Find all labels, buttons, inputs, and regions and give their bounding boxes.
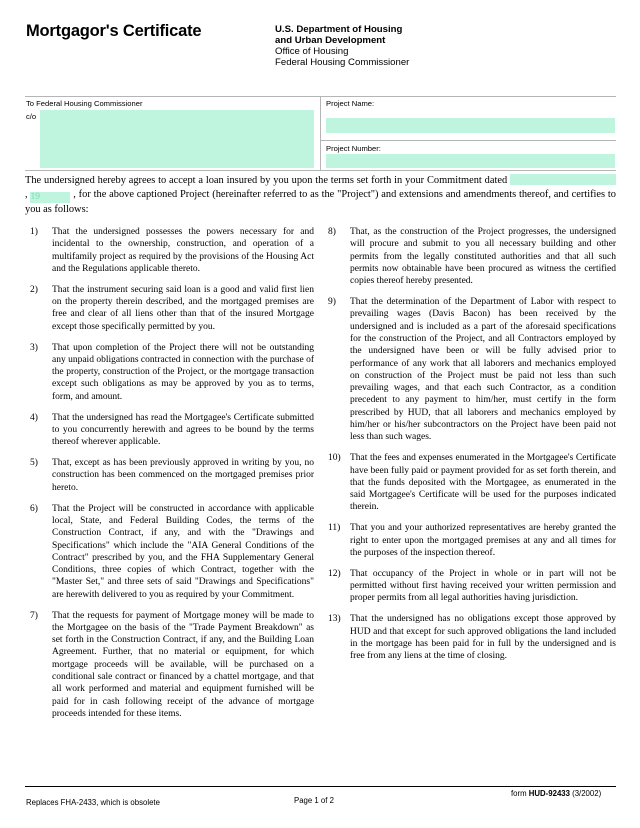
page-indicator — [294, 796, 334, 805]
item-text: That the undersigned has read the Mortgagee's Certificate submitted to you concurrently herewith and agrees to be bound by the terms thereof wherever applicable. — [52, 412, 314, 448]
certification-item — [328, 568, 616, 605]
item-number: 4) — [30, 412, 38, 423]
certification-item — [328, 296, 616, 444]
page-label: Page — [294, 796, 313, 805]
form-date: (3/2002) — [572, 789, 602, 798]
item-text: That the Project will be constructed in accordance with applicable local, State, and Federal Building Codes, the terms of the Construction Contract, if any, and with the "Drawings and Specifications" which include the "AIA General Conditions of the Contract" prescribed by you, and the FHA Supplementary General Conditions, three copies of which Contract, together with the "Master Set," and three sets of said "Drawings and Specifications" are herewith delivered to you as required by your Commitment. — [52, 503, 314, 600]
agency-line-2: and Urban Development — [275, 35, 386, 46]
item-number: 12) — [328, 568, 341, 579]
certification-item — [30, 284, 314, 333]
footer-rule — [25, 786, 616, 787]
block-bottom-rule — [25, 170, 616, 171]
address-input[interactable] — [40, 110, 314, 168]
intro-separator: , — [25, 188, 28, 200]
form-code: HUD-92433 — [528, 789, 570, 798]
item-number: 3) — [30, 342, 38, 353]
project-name-label: Project Name: — [326, 99, 375, 108]
item-number: 5) — [30, 458, 38, 469]
item-text: That the fees and expenses enumerated in the Mortgagee's Certificate have been fully paid or payment provided for as set forth therein, and that the funds deposited with the Mortgagee, as enumerated in the said Mortgagee's Certificate will be used for the purposes indicated therein. — [350, 453, 616, 513]
commitment-year-input[interactable] — [30, 192, 70, 203]
intro-text-2: , for the above captioned Project (hereinafter referred to as the "Project") and extensions and amendments thereof, and certifies to you as follows: — [25, 188, 616, 215]
agency-block — [275, 24, 409, 68]
agency-line-1: U.S. Department of Housing — [275, 24, 403, 35]
certification-item — [328, 522, 616, 559]
item-number: 1) — [30, 227, 38, 237]
block-divider — [320, 96, 321, 170]
item-text: That the requests for payment of Mortgage money will be made to the Mortgagee on the basis of the "Trade Payment Breakdown" as set forth in the Construction Contract, if any, and the Building Loan Agreement. Further, that no material or equipment, for which mortgage proceeds will be available, will be purchased on a conditional sale contract or financed by a chattel mortgage, and that all work performed and material and equipment furnished will be paid for in cash following receipt of the advance of mortgage proceeds intended for these items. — [52, 610, 314, 719]
item-text: That the undersigned possesses the powers necessary for and incidental to the ownership, construction, and operation of a multifamily project as required by the provisions of the Housing Act and the Regulations applicable thereto. — [52, 227, 314, 274]
item-number: 9) — [328, 297, 336, 308]
intro-paragraph — [25, 174, 616, 216]
item-number: 8) — [328, 227, 336, 237]
item-number: 10) — [328, 453, 341, 464]
page-of: of — [320, 796, 328, 805]
item-number: 2) — [30, 284, 38, 295]
item-text: That, except as has been previously approved in writing by you, no construction has been commenced on the mortgaged premises prior hereto. — [52, 458, 314, 493]
project-number-label: Project Number: — [326, 144, 381, 153]
form-number — [511, 789, 601, 798]
replaces-note: Replaces FHA-2433, which is obsolete — [26, 798, 160, 807]
item-text: That you and your authorized representatives are hereby granted the right to enter upon the mortgaged premises at any and all times for the purposes of the inspection thereof. — [350, 523, 616, 558]
project-divider-rule — [320, 140, 616, 141]
certification-item — [30, 457, 314, 494]
to-commissioner-label: To Federal Housing Commissioner — [26, 99, 143, 108]
certification-list-left — [30, 226, 314, 729]
item-number: 11) — [328, 523, 341, 534]
page-total: 2 — [329, 796, 334, 805]
certification-item — [30, 503, 314, 601]
agency-line-4: Federal Housing Commissioner — [275, 57, 410, 68]
item-text: That upon completion of the Project there will not be outstanding any unpaid obligations contracted in connection with the purchase of the property, construction of the Project, or the mortgage transaction except such obligations as may be approved by you as to terms, form, and amount. — [52, 342, 314, 402]
commitment-date-input[interactable] — [510, 174, 616, 185]
item-text: That the instrument securing said loan is a good and valid first lien on the property therein described, and the mortgaged premises are free and clear of all liens other than that of the insured Mortgage except those specifically permitted by you. — [52, 284, 314, 332]
certification-item — [30, 610, 314, 721]
form-prefix: form — [511, 789, 527, 798]
agency-line-3: Office of Housing — [275, 46, 349, 57]
certification-list-right — [328, 226, 616, 671]
certification-item — [30, 226, 314, 275]
intro-text-1: The undersigned hereby agrees to accept a loan insured by you upon the terms set forth in your Commitment dated — [25, 175, 508, 186]
item-number: 7) — [30, 610, 38, 621]
item-text: That occupancy of the Project in whole or in part will not be permitted without first having received your written permission and proper permits from all legal authorities having jurisdiction. — [350, 568, 616, 604]
certification-item — [30, 412, 314, 449]
form-title: Mortgagor's Certificate — [26, 22, 202, 40]
certification-item — [328, 452, 616, 513]
item-text: That, as the construction of the Project progresses, the undersigned will procure and submit to you all necessary building and other permits from the legally constituted authorities and that all such permits now obtainable have been procured as witness the certified copies thereof hereby presented. — [350, 227, 616, 287]
year-prefix: 19 — [30, 191, 40, 202]
certification-item — [328, 613, 616, 662]
certification-item — [328, 226, 616, 287]
item-text: That the determination of the Department of Labor with respect to prevailing wages (Davis Bacon) has been received by the undersigned and is included as a part of the aforesaid specifications for the construction of the Project, and all Contractors employed by the undersigned have been or will be fully advised prior to performance of any work that all laborers and mechanics employed on construction of the Project must be paid not less than such prevailing wages, and that each such Contractor, as a condition precedent to any payment to him/her, must certify in the form prescribed by HUD, that all laborers and mechanics employed by him/her or his/her subcontractors on the Project have been paid not less than such wages. — [350, 297, 616, 443]
care-of-label: c/o — [26, 112, 37, 121]
page-current: 1 — [314, 796, 319, 805]
item-text: That the undersigned has no obligations except those approved by HUD and that except for such approved obligations the land included in the mortgage has been paid for in full by the undersigned and is free from any liens at the time of closing. — [350, 614, 616, 662]
project-name-input[interactable] — [326, 118, 615, 133]
item-number: 6) — [30, 503, 38, 514]
project-number-input[interactable] — [326, 154, 615, 168]
item-number: 13) — [328, 614, 341, 625]
certification-item — [30, 342, 314, 403]
